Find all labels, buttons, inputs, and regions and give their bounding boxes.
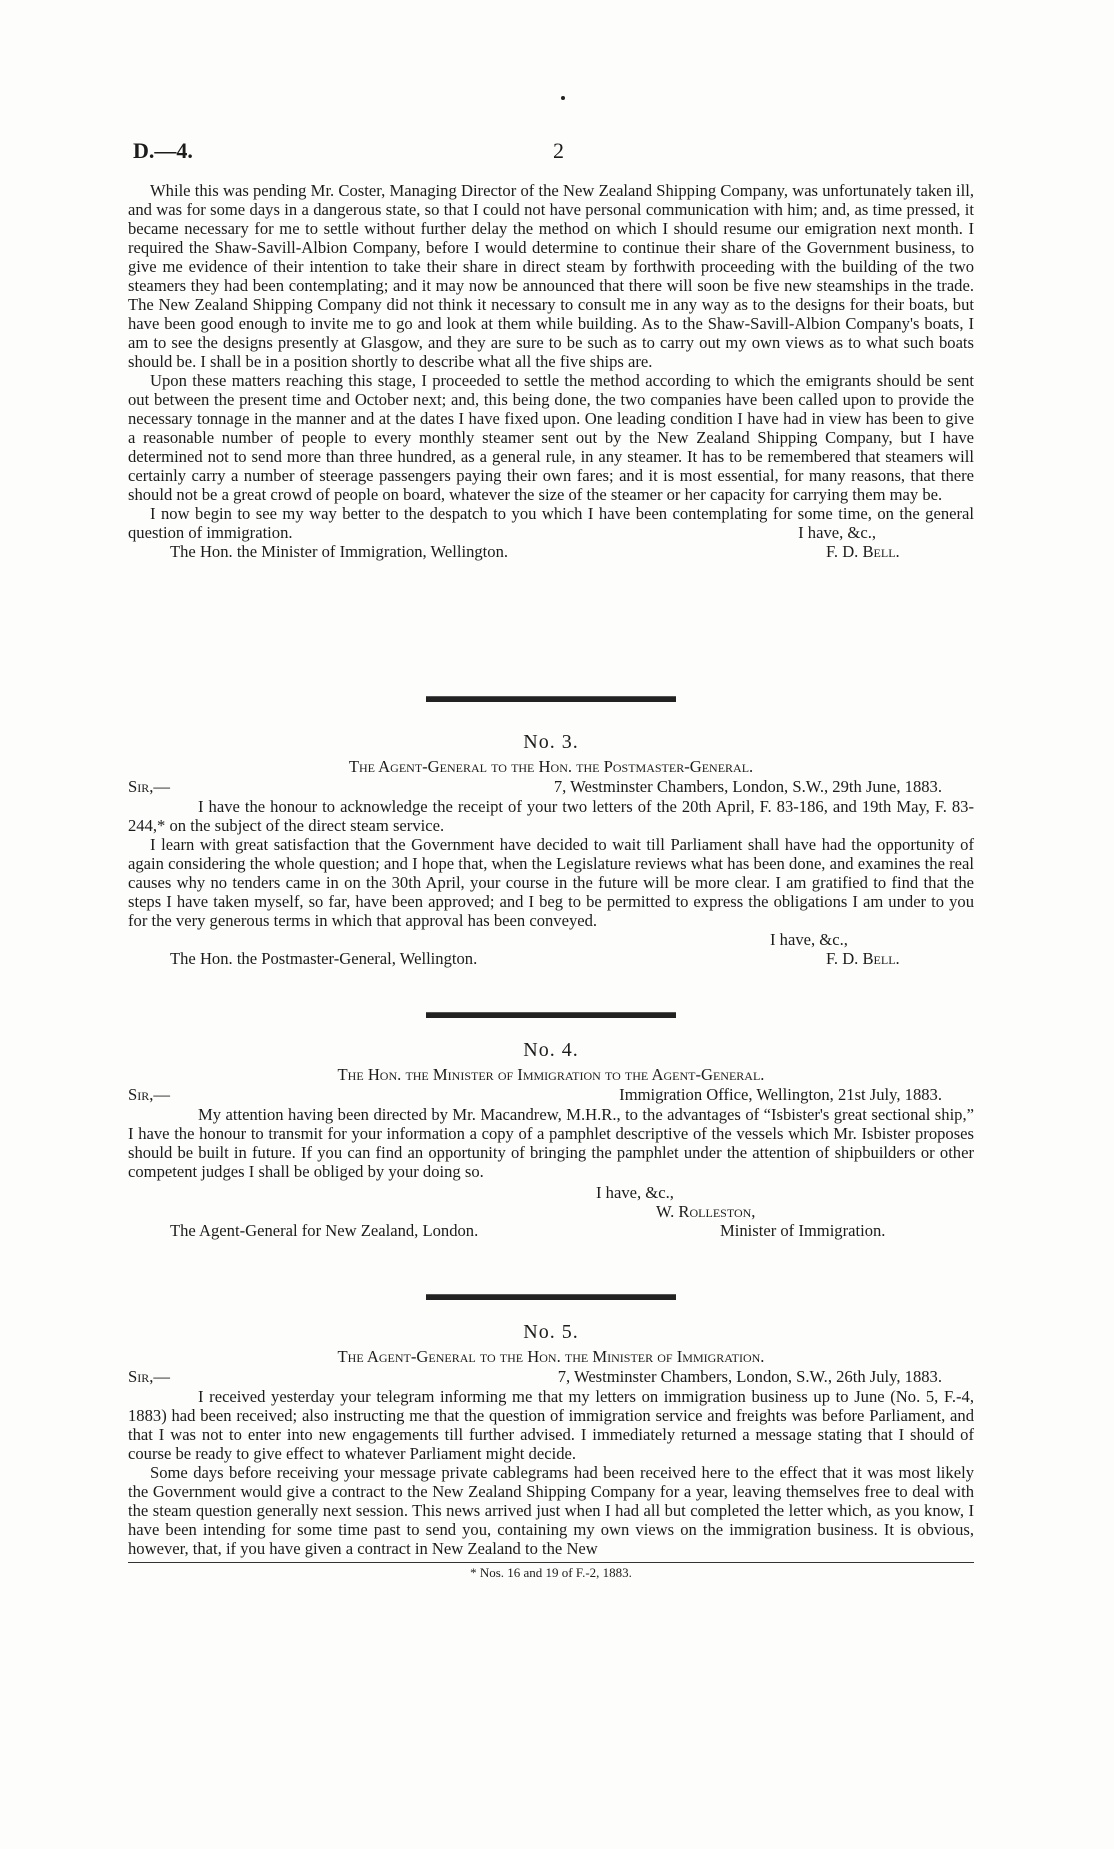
letter-signature-row <box>128 1202 974 1221</box>
letter-number: No. 5. <box>523 1321 579 1343</box>
letter-heading: The Agent-General to the Hon. the Postmaster-General. <box>348 757 754 776</box>
letter-signatory-title: Minister of Immigration. <box>720 1221 886 1240</box>
letter-address-row <box>128 1367 974 1387</box>
letter-addressee: The Agent-General for New Zealand, London. <box>170 1221 479 1240</box>
letter-signoff <box>128 949 974 968</box>
intro-paragraph-3: I now begin to see my way better to the despatch to you which I have been contemplating for some time, on the general question of immigration. I have, &c., <box>128 504 974 542</box>
salutation: Sir,— <box>128 1085 170 1104</box>
letter-signoff <box>128 1221 974 1240</box>
page-header <box>133 138 973 168</box>
letter-address-row <box>128 777 974 797</box>
intro-paragraph-1: While this was pending Mr. Coster, Managing Director of the New Zealand Shipping Company, was unfortunately taken ill, and was for some days in a dangerous state, so that I could not have personal communication with him; and, as time pressed, it became necessary for me to settle without further delay the method on which I should resume our emigration next month. I required the Shaw-Savill-Albion Company, before I would determine to continue their share of the Government business, to give me evidence of their intention to take their share in direct steam by forthwith proceeding with the building of the two steamers they had been contemplating; and it may now be announced that there will soon be five new steamships in the trade. The New Zealand Shipping Company did not think it necessary to consult me in any way as to the designs for their boats, but have been good enough to invite me to go and look at them while building. As to the Shaw-Savill-Albion Company's boats, I am to see the designs presently at Glasgow, and they are sure to be such as to carry out my own views as to what such boats should be. I shall be in a position shortly to describe what all the five ships are. <box>128 181 974 371</box>
print-mark <box>561 96 565 100</box>
letter-paragraph-1: I received yesterday your telegram informing me that my letters on immigration business up to June (No. 5, F.-4, 1883) had been received; also instructing me that the question of immigration service and freights was before Parliament, and that I was not to enter into new engagements till further advised. I immediately returned a message stating that I should of course be ready to give effect to whatever Parliament might decide. <box>128 1387 974 1463</box>
salutation: Sir,— <box>128 1367 170 1386</box>
footnote-rule <box>128 1562 974 1563</box>
sender-address: Immigration Office, Wellington, 21st July, 1883. <box>619 1085 942 1104</box>
intro-signature: F. D. Bell. <box>826 542 900 561</box>
letter-number: No. 4. <box>523 1039 579 1061</box>
footnote: * Nos. 16 and 19 of F.-2, 1883. <box>470 1565 632 1580</box>
letter-number: No. 3. <box>523 731 579 753</box>
letter-heading: The Agent-General to the Hon. the Minister of Immigration. <box>337 1347 765 1366</box>
intro-paragraph-2: Upon these matters reaching this stage, I proceeded to settle the method according to which the emigrants should be sent out between the present time and October next; and, this being done, the two companies have been called upon to provide the necessary tonnage in the manner and at the dates I have fixed upon. One leading condition I have had in view has been to give a reasonable number of people to every monthly steamer sent out by the New Zealand Shipping Company, but I have determined not to send more than three hundred, as a general rule, in any steamer. It has to be remembered that steamers will certainly carry a number of steerage passengers paying their own fares; and it is most essential, for many reasons, that there should not be a great crowd of people on board, whatever the size of the steamer or her capacity for carrying them may be. <box>128 371 974 504</box>
letter-no-5 <box>128 1294 974 1581</box>
intro-signoff <box>128 542 974 561</box>
letter-heading: The Hon. the Minister of Immigration to the Agent-General. <box>337 1065 765 1084</box>
intro-addressee: The Hon. the Minister of Immigration, Wellington. <box>170 542 509 561</box>
letter-paragraph-1: My attention having been directed by Mr. Macandrew, M.H.R., to the advantages of “Isbister's great sectional ship,” I have the honour to transmit for your information a copy of a pamphlet descriptive of the vessels which Mr. Isbister proposes should be built in future. If you can find an opportunity of bringing the pamphlet under the attention of shipbuilders or other competent judges I shall be obliged by your doing so. <box>128 1105 974 1181</box>
letter-address-row <box>128 1085 974 1105</box>
letter-close-row <box>128 930 974 949</box>
letter-close-row <box>128 1183 974 1202</box>
salutation: Sir,— <box>128 777 170 796</box>
document-code: D.—4. <box>133 138 193 163</box>
letter-no-3 <box>128 696 974 968</box>
letter-paragraph-1: I have the honour to acknowledge the receipt of your two letters of the 20th April, F. 83-186, and 19th May, F. 83-244,* on the subject of the direct steam service. <box>128 797 974 835</box>
letter-close: I have, &c., <box>596 1183 674 1202</box>
sender-address: 7, Westminster Chambers, London, S.W., 29th June, 1883. <box>553 777 942 796</box>
sender-address: 7, Westminster Chambers, London, S.W., 26th July, 1883. <box>557 1367 942 1386</box>
intro-close: I have, &c., <box>798 523 876 542</box>
letter-signature: F. D. Bell. <box>826 949 900 968</box>
letter-close: I have, &c., <box>770 930 848 949</box>
letter-paragraph-2: Some days before receiving your message private cablegrams had been received here to the effect that it was most likely the Government would give a contract to the New Zealand Shipping Company for a year, leaving themselves free to deal with the steam question generally next session. This news arrived just when I had all but completed the letter which, as you know, I have been intending for some time past to send you, containing my own views on the immigration business. It is obvious, however, that, if you have given a contract in New Zealand to the New <box>128 1463 974 1558</box>
page-number: 2 <box>553 138 564 163</box>
letter-addressee: The Hon. the Postmaster-General, Wellington. <box>170 949 478 968</box>
intro-section <box>128 181 974 561</box>
letter-paragraph-2: I learn with great satisfaction that the Government have decided to wait till Parliament shall have had the opportunity of again considering the whole question; and I hope that, when the Legislature reviews what has been done, and examines the real causes why no tenders came in on the 30th April, your course in the future will be more clear. I am gratified to find that the steps I have taken myself, so far, have been approved; and I beg to be permitted to express the obligations I am under to you for the very generous terms in which that approval has been conveyed. <box>128 835 974 930</box>
letter-signature: W. Rolleston, <box>656 1202 756 1221</box>
letter-no-4 <box>128 1012 974 1240</box>
